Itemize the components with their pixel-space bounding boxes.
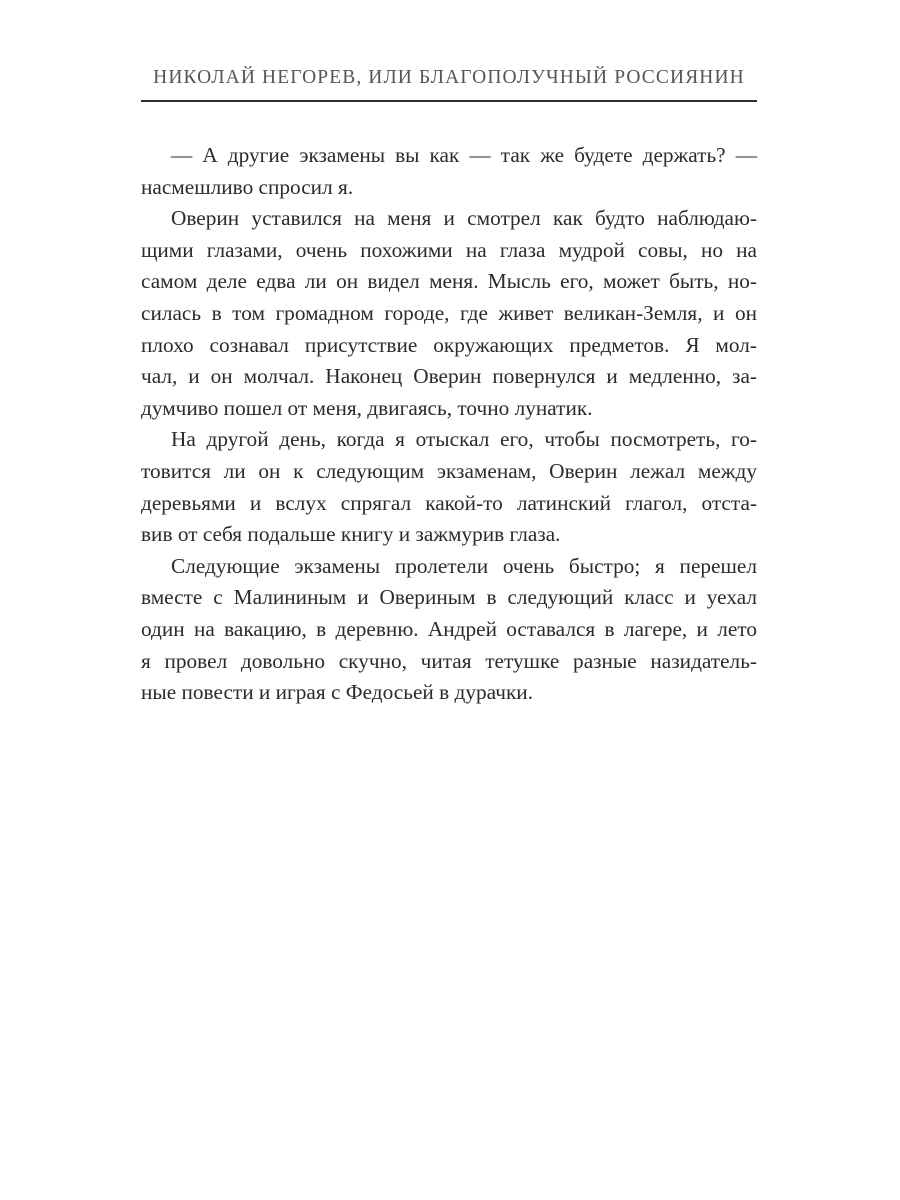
text-line: Оверин уставился на меня и смотрел как будто наблюдаю- [171, 206, 757, 231]
paragraph [141, 424, 757, 550]
running-head-title: НИКОЛАЙ НЕГОРЕВ, ИЛИ БЛАГОПОЛУЧНЫЙ РОССИЯНИН [153, 67, 745, 88]
text-line: вив от себя подальше книгу и зажмурив глаза. [141, 522, 561, 547]
text-line: товится ли он к следующим экзаменам, Оверин лежал между [141, 458, 757, 483]
text-line: думчиво пошел от меня, двигаясь, точно лунатик. [141, 395, 593, 420]
text-line: вместе с Малининым и Овериным в следующий класс и уехал [141, 585, 757, 610]
header-rule-divider [141, 100, 757, 102]
text-line: деревьями и вслух спрягал какой-то латинский глагол, отста- [141, 490, 757, 515]
paragraph [141, 551, 757, 709]
text-line: щими глазами, очень похожими на глаза мудрой совы, но на [141, 237, 757, 262]
text-line: силась в том громадном городе, где живет великан-Земля, и он [141, 300, 757, 325]
text-line: насмешливо спросил я. [141, 174, 354, 199]
text-line: самом деле едва ли он видел меня. Мысль его, может быть, но- [141, 269, 757, 294]
text-line: чал, и он молчал. Наконец Оверин повернулся и медленно, за- [141, 364, 757, 389]
text-line: — А другие экзамены вы как — так же будете держать? — [171, 143, 757, 167]
text-line: ные повести и играя с Федосьей в дурачки. [141, 680, 534, 705]
text-line: На другой день, когда я отыскал его, чтобы посмотреть, го- [171, 427, 757, 452]
text-line: плохо сознавал присутствие окружающих предметов. Я мол- [141, 332, 757, 357]
paragraph [141, 140, 757, 203]
text-line: один на вакацию, в деревню. Андрей оставался в лагере, и лето [141, 616, 757, 641]
text-line: Следующие экзамены пролетели очень быстро; я перешел [171, 553, 757, 578]
body-text [141, 140, 757, 709]
paragraph [141, 203, 757, 424]
text-line: я провел довольно скучно, читая тетушке разные назидатель- [141, 648, 757, 673]
